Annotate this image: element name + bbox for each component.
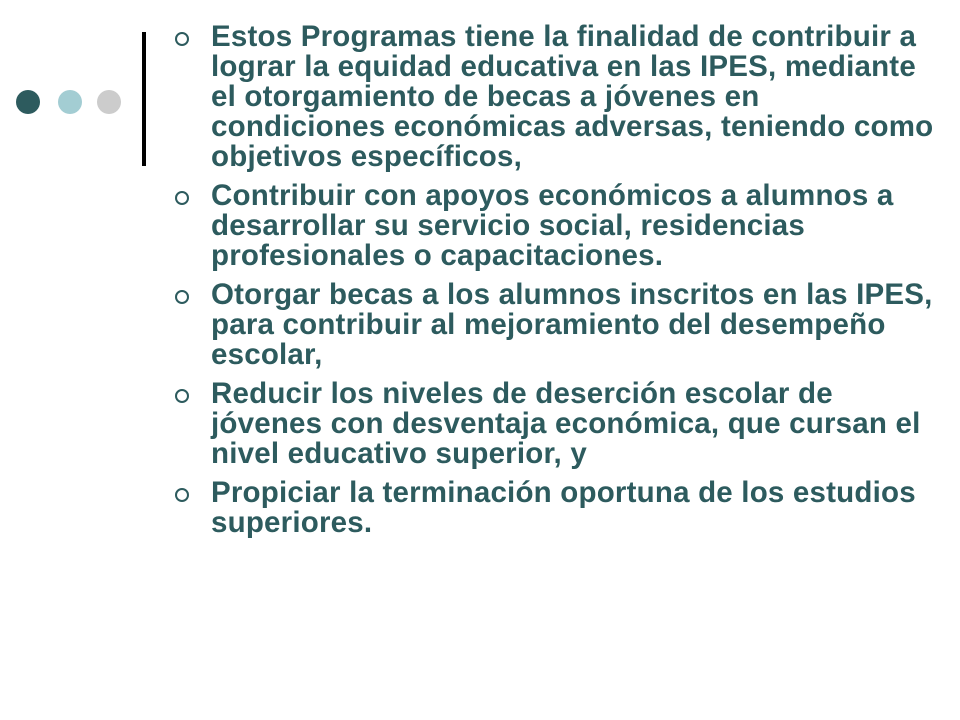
decorative-dark-dot <box>16 90 40 114</box>
ring-bullet-icon <box>175 488 189 502</box>
bullet-item <box>175 22 935 172</box>
bullet-item <box>175 478 935 538</box>
bullet-text: Propiciar la terminación oportuna de los estudios superiores. <box>211 476 916 539</box>
bullet-text: Estos Programas tiene la finalidad de contribuir a lograr la equidad educativa en las IPES, mediante el otorgamiento de becas a jóvenes en condiciones económicas adversas, teniendo como objetivos específicos, <box>211 20 934 173</box>
bullet-item <box>175 181 935 271</box>
bullet-item <box>175 379 935 469</box>
ring-bullet-icon <box>175 191 189 205</box>
ring-bullet-icon <box>175 32 189 46</box>
bullet-item <box>175 280 935 370</box>
decorative-vertical-divider <box>142 32 146 166</box>
bullet-text: Otorgar becas a los alumnos inscritos en las IPES, para contribuir al mejoramiento del desempeño escolar, <box>211 278 933 371</box>
bullet-list <box>175 22 935 547</box>
bullet-text: Contribuir con apoyos económicos a alumnos a desarrollar su servicio social, residencias profesionales o capacitaciones. <box>211 179 894 272</box>
decorative-gray-dot <box>97 90 121 114</box>
decorative-teal-dot <box>58 90 82 114</box>
ring-bullet-icon <box>175 290 189 304</box>
bullet-text: Reducir los niveles de deserción escolar de jóvenes con desventaja económica, que cursan el nivel educativo superior, y <box>211 377 921 470</box>
ring-bullet-icon <box>175 389 189 403</box>
